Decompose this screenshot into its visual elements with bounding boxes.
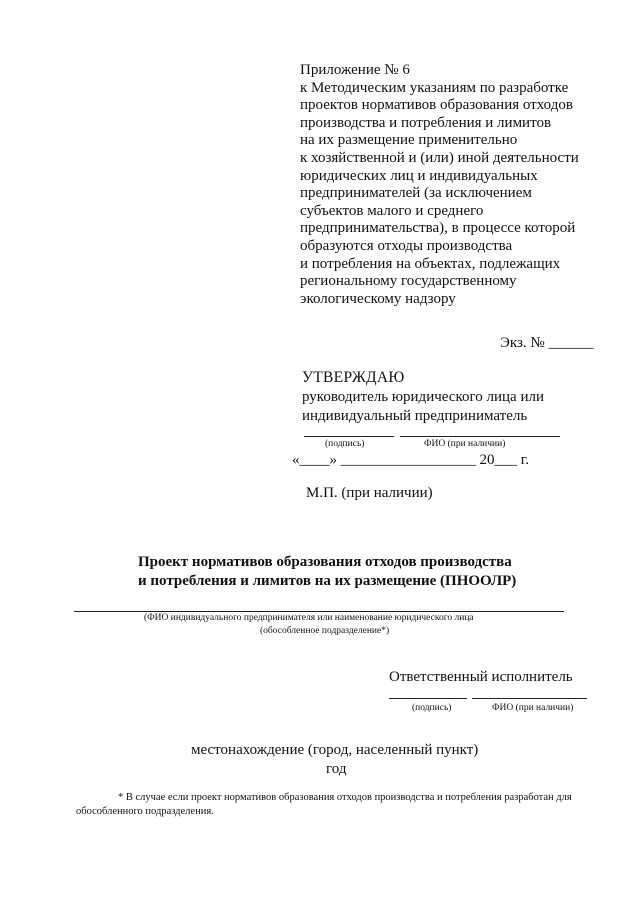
approval-subtitle [302,388,544,426]
appendix-line: субъектов малого и среднего [300,202,484,219]
appendix-line: проектов нормативов образования отходов [300,97,573,114]
responsible-fio-line [472,698,587,699]
appendix-header [300,62,579,308]
appendix-line: Приложение № 6 [300,62,410,78]
signature-line [304,436,394,437]
responsible-title: Ответственный исполнитель [389,669,573,685]
approval-date: «____» __________________ 20___ г. [292,452,529,468]
footnote-line-1: * В случае если проект нормативов образования отходов производства и потребления разработан для [118,792,572,803]
footnote [76,791,572,819]
fio-caption: ФИО (при наличии) [424,439,506,449]
appendix-line: юридических лиц и индивидуальных [300,167,538,184]
responsible-signature-caption: (подпись) [412,703,452,713]
approval-line-2: индивидуальный предприниматель [302,408,528,424]
appendix-line: образуются отходы производства [300,237,513,254]
document-title [138,553,516,591]
appendix-line: производства и потребления и лимитов [300,114,552,131]
footnote-line-2: обособленного подразделения. [76,806,214,817]
location-field: местонахождение (город, населенный пункт) [191,742,479,758]
entity-caption-line-2: (обособленное подразделение*) [260,626,390,636]
seal-note: М.П. (при наличии) [306,485,433,501]
approval-line-1: руководитель юридического лица или [302,389,544,405]
copy-number: Экз. № ______ [500,335,594,351]
appendix-line: региональному государственному [300,273,517,290]
fio-line [400,436,560,437]
appendix-line: и потребления на объектах, подлежащих [300,255,561,272]
appendix-line: к Методическим указаниям по разработке [300,79,569,96]
appendix-line: экологическому надзору [300,290,456,307]
responsible-signature-line [389,698,467,699]
entity-name-line [74,611,564,612]
document-title-line-2: и потребления и лимитов на их размещение (ПНООЛР) [138,573,517,589]
appendix-line: предпринимателей (за исключением [300,185,532,202]
entity-caption-line-1: (ФИО индивидуального предпринимателя или наименование юридического лица [144,613,474,623]
responsible-fio-caption: ФИО (при наличии) [492,703,574,713]
appendix-line: предпринимательства), в процессе которой [300,220,576,237]
appendix-line: на их размещение применительно [300,132,518,149]
approval-title: УТВЕРЖДАЮ [302,369,405,386]
appendix-line: к хозяйственной и (или) иной деятельности [300,149,579,166]
year-field: год [326,761,347,777]
signature-caption: (подпись) [325,439,365,449]
document-title-line-1: Проект нормативов образования отходов производства [138,554,512,570]
